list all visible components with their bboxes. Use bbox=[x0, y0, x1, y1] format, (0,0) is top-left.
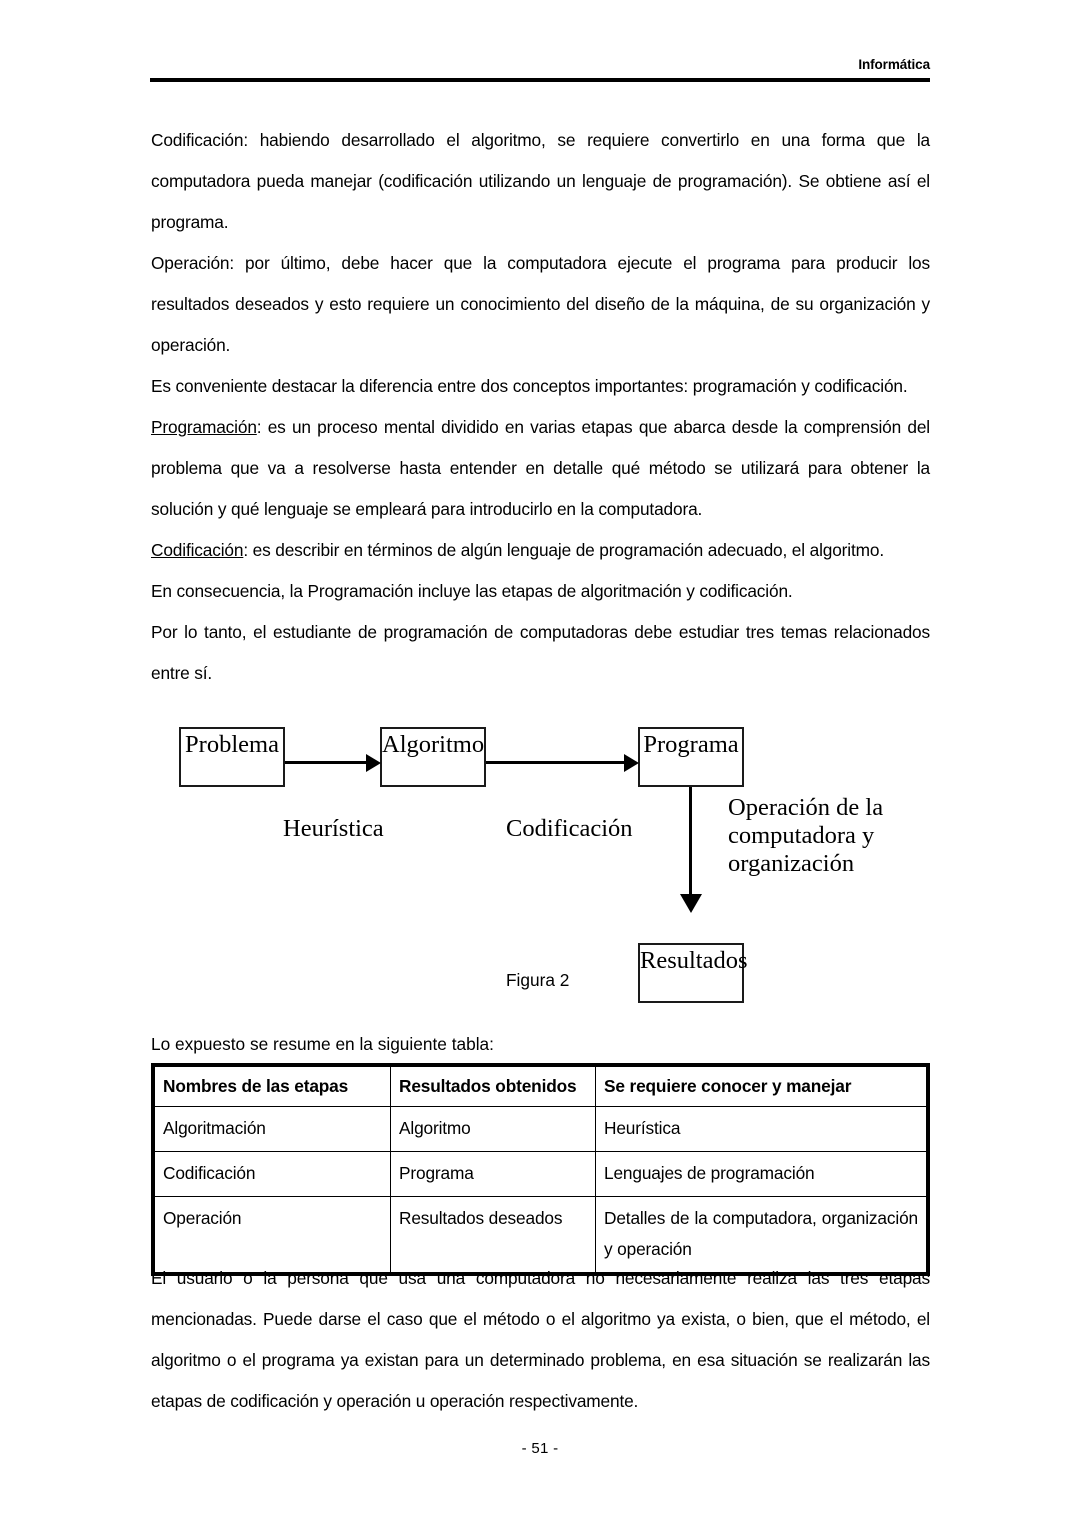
table-cell-resultado: Algoritmo bbox=[391, 1107, 596, 1152]
page-header bbox=[150, 58, 930, 82]
arrow-algoritmo-programa-line bbox=[486, 761, 624, 764]
paragraph-programacion-definition bbox=[151, 407, 930, 530]
arrow-programa-resultados-line bbox=[689, 787, 692, 897]
arrow-programa-resultados-head bbox=[680, 894, 702, 913]
table-header-cell-1: Resultados obtenidos bbox=[391, 1067, 596, 1107]
table-cell-requiere: Heurística bbox=[596, 1107, 927, 1152]
arrow-algoritmo-programa-head bbox=[624, 754, 639, 772]
header-rule bbox=[150, 78, 930, 82]
diagram-box-problema: Problema bbox=[179, 727, 285, 787]
diagram-label-operacion-line2: computadora y bbox=[728, 822, 875, 849]
table-row bbox=[155, 1152, 927, 1197]
paragraph-conceptos: Es conveniente destacar la diferencia entre dos conceptos importantes: programación y codificación. bbox=[151, 376, 908, 396]
paragraph-operacion-intro: Operación: por último, debe hacer que la computadora ejecute el programa para producir los resultados deseados y esto requiere un conocimiento del diseño de la máquina, de su organización y operación. bbox=[151, 253, 930, 355]
table-cell-etapa: Codificación bbox=[155, 1152, 391, 1197]
arrow-problema-algoritmo-head bbox=[366, 754, 381, 772]
diagram-box-algoritmo: Algoritmo bbox=[380, 727, 486, 787]
diagram-label-operacion-line3: organización bbox=[728, 850, 855, 877]
arrow-problema-algoritmo-line bbox=[285, 761, 366, 764]
paragraph-por-lo-tanto: Por lo tanto, el estudiante de programación de computadoras debe estudiar tres temas relacionados entre sí. bbox=[151, 622, 930, 683]
table-header-row bbox=[155, 1067, 927, 1107]
body-content-bottom bbox=[151, 1258, 930, 1422]
figure-2-diagram bbox=[0, 700, 1080, 1020]
table-intro-text: Lo expuesto se resume en la siguiente tabla: bbox=[151, 1034, 494, 1054]
table-cell-requiere: Lenguajes de programación bbox=[596, 1152, 927, 1197]
figure-caption: Figura 2 bbox=[506, 970, 570, 990]
diagram-label-operacion-line1: Operación de la bbox=[728, 794, 884, 821]
page-number: - 51 - bbox=[521, 1440, 559, 1457]
table-cell-etapa: Algoritmación bbox=[155, 1107, 391, 1152]
table-cell-resultado: Resultados deseados bbox=[391, 1197, 596, 1273]
diagram-box-resultados: Resultados bbox=[638, 943, 744, 1003]
paragraph-codificacion-definition bbox=[151, 530, 930, 571]
table-header-cell-0: Nombres de las etapas bbox=[155, 1067, 391, 1107]
paragraph-closing: El usuario o la persona que usa una computadora no necesariamente realiza las tres etapas mencionadas. Puede darse el caso que el método o el algoritmo ya exista, o bien, que el método, el algoritmo o el programa ya existan para un determinado problema, en esa situación se realizarán las etapas de codificación y operación u operación respectivamente. bbox=[151, 1268, 930, 1411]
diagram-label-codificacion: Codificación bbox=[506, 815, 633, 842]
diagram-box-programa: Programa bbox=[638, 727, 744, 787]
term-codificacion: Codificación bbox=[151, 540, 244, 560]
etapas-table bbox=[154, 1066, 927, 1273]
table-header-cell-2: Se requiere conocer y manejar bbox=[596, 1067, 927, 1107]
table-row bbox=[155, 1107, 927, 1152]
header-title: Informática bbox=[858, 57, 930, 72]
diagram-label-heuristica: Heurística bbox=[283, 815, 384, 842]
paragraph-codificacion-intro: Codificación: habiendo desarrollado el algoritmo, se requiere convertirlo en una forma que la computadora pueda manejar (codificación utilizando un lenguaje de programación). Se obtiene así el programa. bbox=[151, 130, 930, 232]
table-cell-etapa: Operación bbox=[155, 1197, 391, 1273]
page-footer bbox=[0, 1440, 1080, 1457]
etapas-table-wrapper bbox=[151, 1063, 930, 1276]
term-programacion: Programación bbox=[151, 417, 257, 437]
table-cell-requiere: Detalles de la computadora, organización y operación bbox=[596, 1197, 927, 1273]
term-programacion-body: : es un proceso mental dividido en varias etapas que abarca desde la comprensión del problema que va a resolverse hasta entender en detalle qué método se utilizará para obtener la solución y qué lenguaje se empleará para introducirlo en la computadora. bbox=[151, 417, 930, 519]
table-cell-resultado: Programa bbox=[391, 1152, 596, 1197]
term-codificacion-body: : es describir en términos de algún lenguaje de programación adecuado, el algoritmo. bbox=[243, 540, 884, 560]
body-content bbox=[151, 120, 930, 694]
paragraph-consecuencia: En consecuencia, la Programación incluye las etapas de algoritmación y codificación. bbox=[151, 581, 793, 601]
